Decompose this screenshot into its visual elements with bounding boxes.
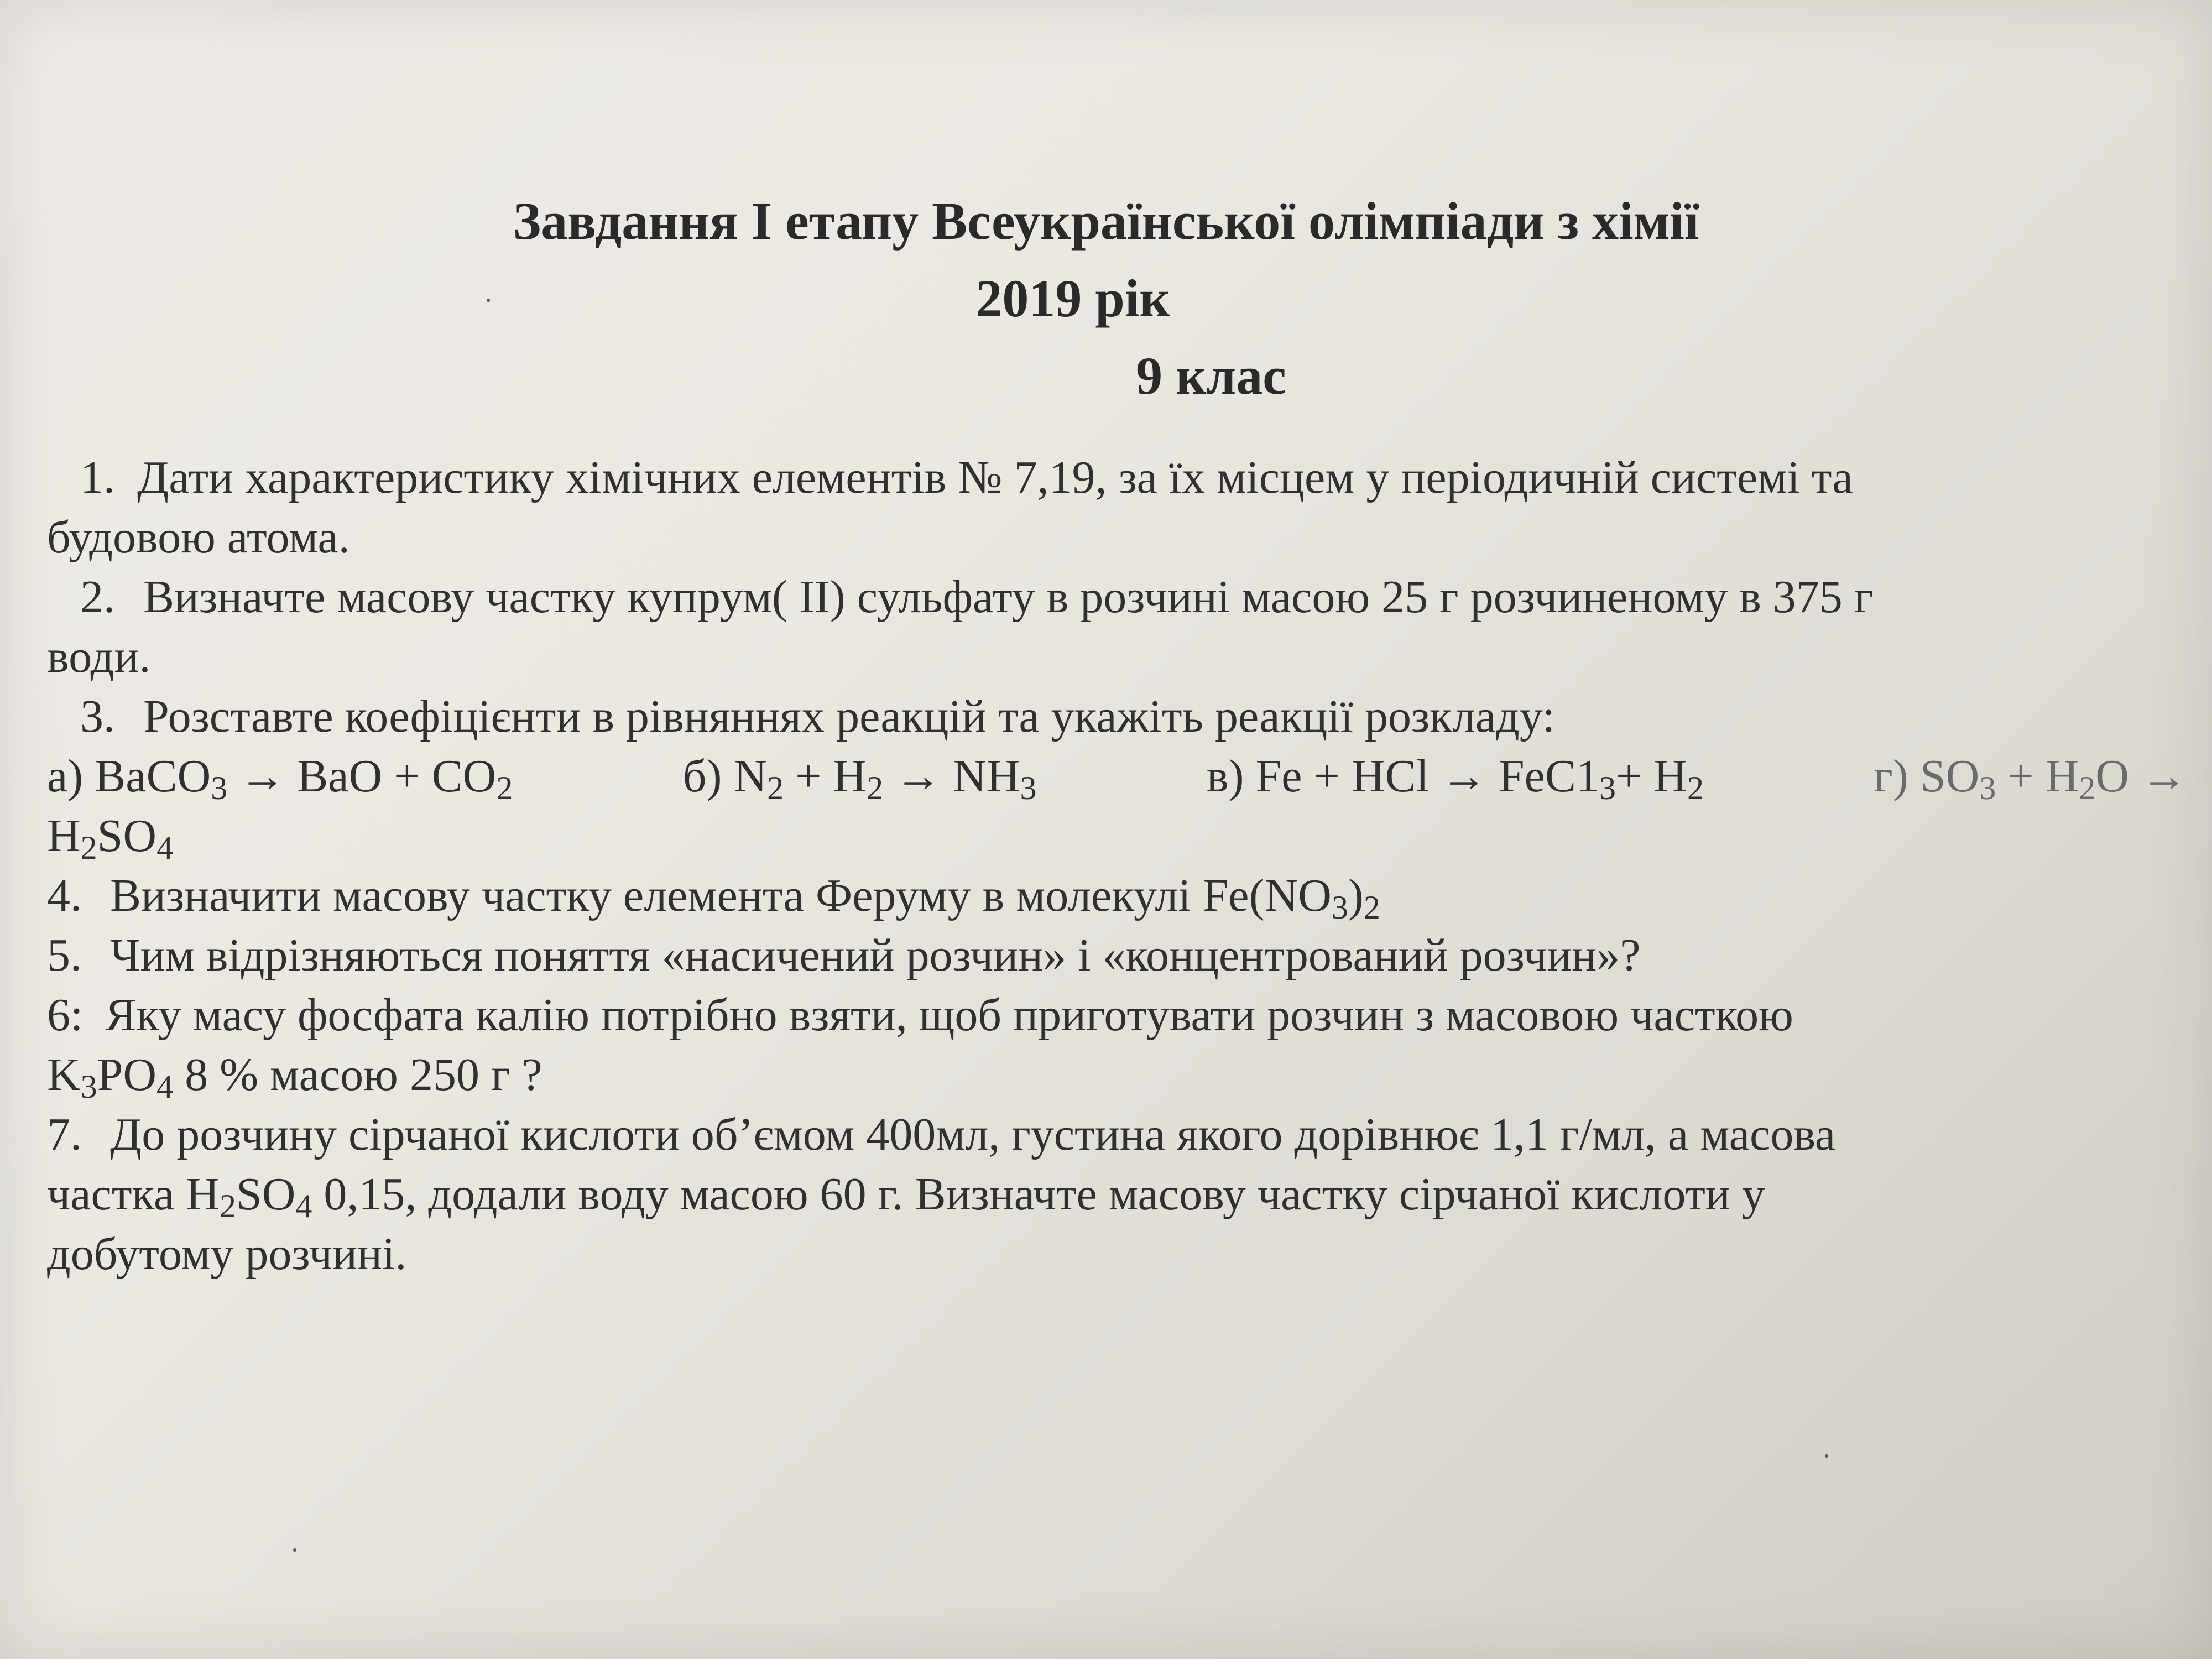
equation-g-label: г): [1874, 750, 1920, 802]
task-2-line-1: [47, 567, 2204, 627]
task-7-sub: 4: [295, 1188, 312, 1224]
equation-b-sub: 2: [867, 770, 884, 806]
task-6-sub: 3: [80, 1068, 97, 1105]
task-3-line-1: [47, 687, 2204, 747]
equation-g-sub: 2: [2079, 770, 2096, 806]
equation-g-cont-sub: 4: [156, 830, 174, 866]
task-7-formula: H: [186, 1168, 220, 1220]
task-7-line-2: [47, 1165, 2204, 1224]
document-grade: 9 клас: [1136, 346, 1286, 405]
equation-v-label: в): [1206, 750, 1256, 802]
task-7-line-1: [47, 1105, 2204, 1165]
equation-v-sub: 2: [1687, 770, 1704, 806]
equation-a-part: BaCO: [95, 750, 211, 802]
task-2-text: Визначте масову частку купрум( ІІ) сульфату в розчині масою 25 г розчиненому в 375 г: [143, 571, 1874, 623]
task-5-number: 5.: [47, 930, 82, 981]
equation-b-part: N: [733, 750, 768, 802]
equation-g-part: + H: [1996, 750, 2079, 802]
task-3-number: 3.: [80, 691, 115, 742]
task-7-number: 7.: [47, 1109, 82, 1160]
task-6-sub: 4: [156, 1068, 174, 1105]
task-4-line: [47, 866, 2204, 926]
equation-b-sub: 2: [767, 770, 784, 806]
equation-v: [1207, 747, 1704, 806]
task-1-number: 1.: [80, 452, 115, 503]
document-header: [0, 182, 2212, 415]
task-6-line-1: [47, 985, 2187, 1045]
equation-v-part: Fe + HCl → FeC1: [1255, 750, 1599, 802]
equation-a-label: а): [47, 750, 95, 802]
paper-speck: [1825, 1454, 1828, 1458]
equation-v-part: + H: [1615, 750, 1688, 802]
paper-speck: [487, 299, 490, 302]
task-6-text: Яку масу фосфата калію потрібно взяти, щоб приготувати розчин з масовою часткою: [105, 989, 1793, 1041]
task-7-sub: 2: [220, 1188, 237, 1224]
equation-g-part: SO: [1919, 750, 1980, 802]
equation-b-sub: 3: [1020, 770, 1037, 806]
task-3-equations: [47, 747, 2187, 806]
task-6-line-2: [47, 1045, 2204, 1105]
task-7-formula: SO: [236, 1168, 296, 1220]
equation-g-cont-sub: 2: [80, 830, 97, 866]
equation-g-cont-part: SO: [97, 810, 157, 862]
task-6-number: 6:: [47, 989, 84, 1041]
equation-g-cont-part: H: [47, 810, 81, 862]
task-5-text: Чим відрізняються поняття «насичений розчин» і «концентрований розчин»?: [110, 930, 1641, 981]
task-4-number: 4.: [47, 870, 82, 921]
task-5-line: [47, 926, 2204, 985]
document-year: 2019 рік: [975, 269, 1170, 328]
task-2-number: 2.: [80, 571, 115, 623]
equation-b: [683, 747, 1037, 806]
equation-g-continued: [47, 806, 2204, 866]
task-list: [47, 448, 2204, 1284]
equation-a-part: → BaO + CO: [227, 750, 497, 802]
document-title: Завдання І етапу Всеукраїнської олімпіади з хімії: [513, 191, 1699, 251]
task-7-text: До розчину сірчаної кислоти об’ємом 400мл, густина якого дорівнює 1,1 г/мл, а масова: [110, 1109, 1836, 1160]
equation-b-part: → NH: [883, 750, 1020, 802]
task-7-text: 0,15, додали воду масою 60 г. Визначте масову частку сірчаної кислоти у: [312, 1168, 1765, 1220]
task-4-sub: 3: [1331, 889, 1348, 926]
equation-a-sub: 3: [211, 770, 228, 806]
task-6-formula: PO: [97, 1049, 157, 1100]
equation-a: [47, 747, 513, 806]
equation-a-sub: 2: [496, 770, 513, 806]
task-7-line-3: добутому розчині.: [47, 1228, 407, 1280]
task-4-formula: ): [1348, 870, 1364, 921]
equation-g-part: O →: [2095, 750, 2187, 802]
task-1-text: Дати характеристику хімічних елементів № 7,19, за їх місцем у періодичній системі та: [137, 452, 1853, 503]
task-4-text: Визначити масову частку елемента Феруму в молекулі: [110, 870, 1203, 921]
equation-g-sub: 3: [1979, 770, 1996, 806]
equation-g: [1874, 747, 2187, 806]
task-4-formula: Fe(NO: [1202, 870, 1332, 921]
equation-v-sub: 3: [1599, 770, 1616, 806]
task-7-text: частка: [47, 1168, 186, 1220]
task-6-rest: 8 % масою 250 г ?: [173, 1049, 542, 1100]
equation-b-part: + H: [784, 750, 867, 802]
task-1-line-1: [47, 448, 2212, 508]
paper-speck: [293, 1548, 296, 1552]
equation-b-label: б): [682, 750, 734, 802]
task-6-formula: K: [47, 1049, 81, 1100]
task-4-sub: 2: [1363, 889, 1380, 926]
task-3-text: Розставте коефіцієнти в рівняннях реакцій та укажіть реакції розкладу:: [143, 691, 1556, 742]
task-2-line-2: води.: [47, 631, 151, 682]
task-1-line-2: будовою атома.: [47, 512, 350, 563]
